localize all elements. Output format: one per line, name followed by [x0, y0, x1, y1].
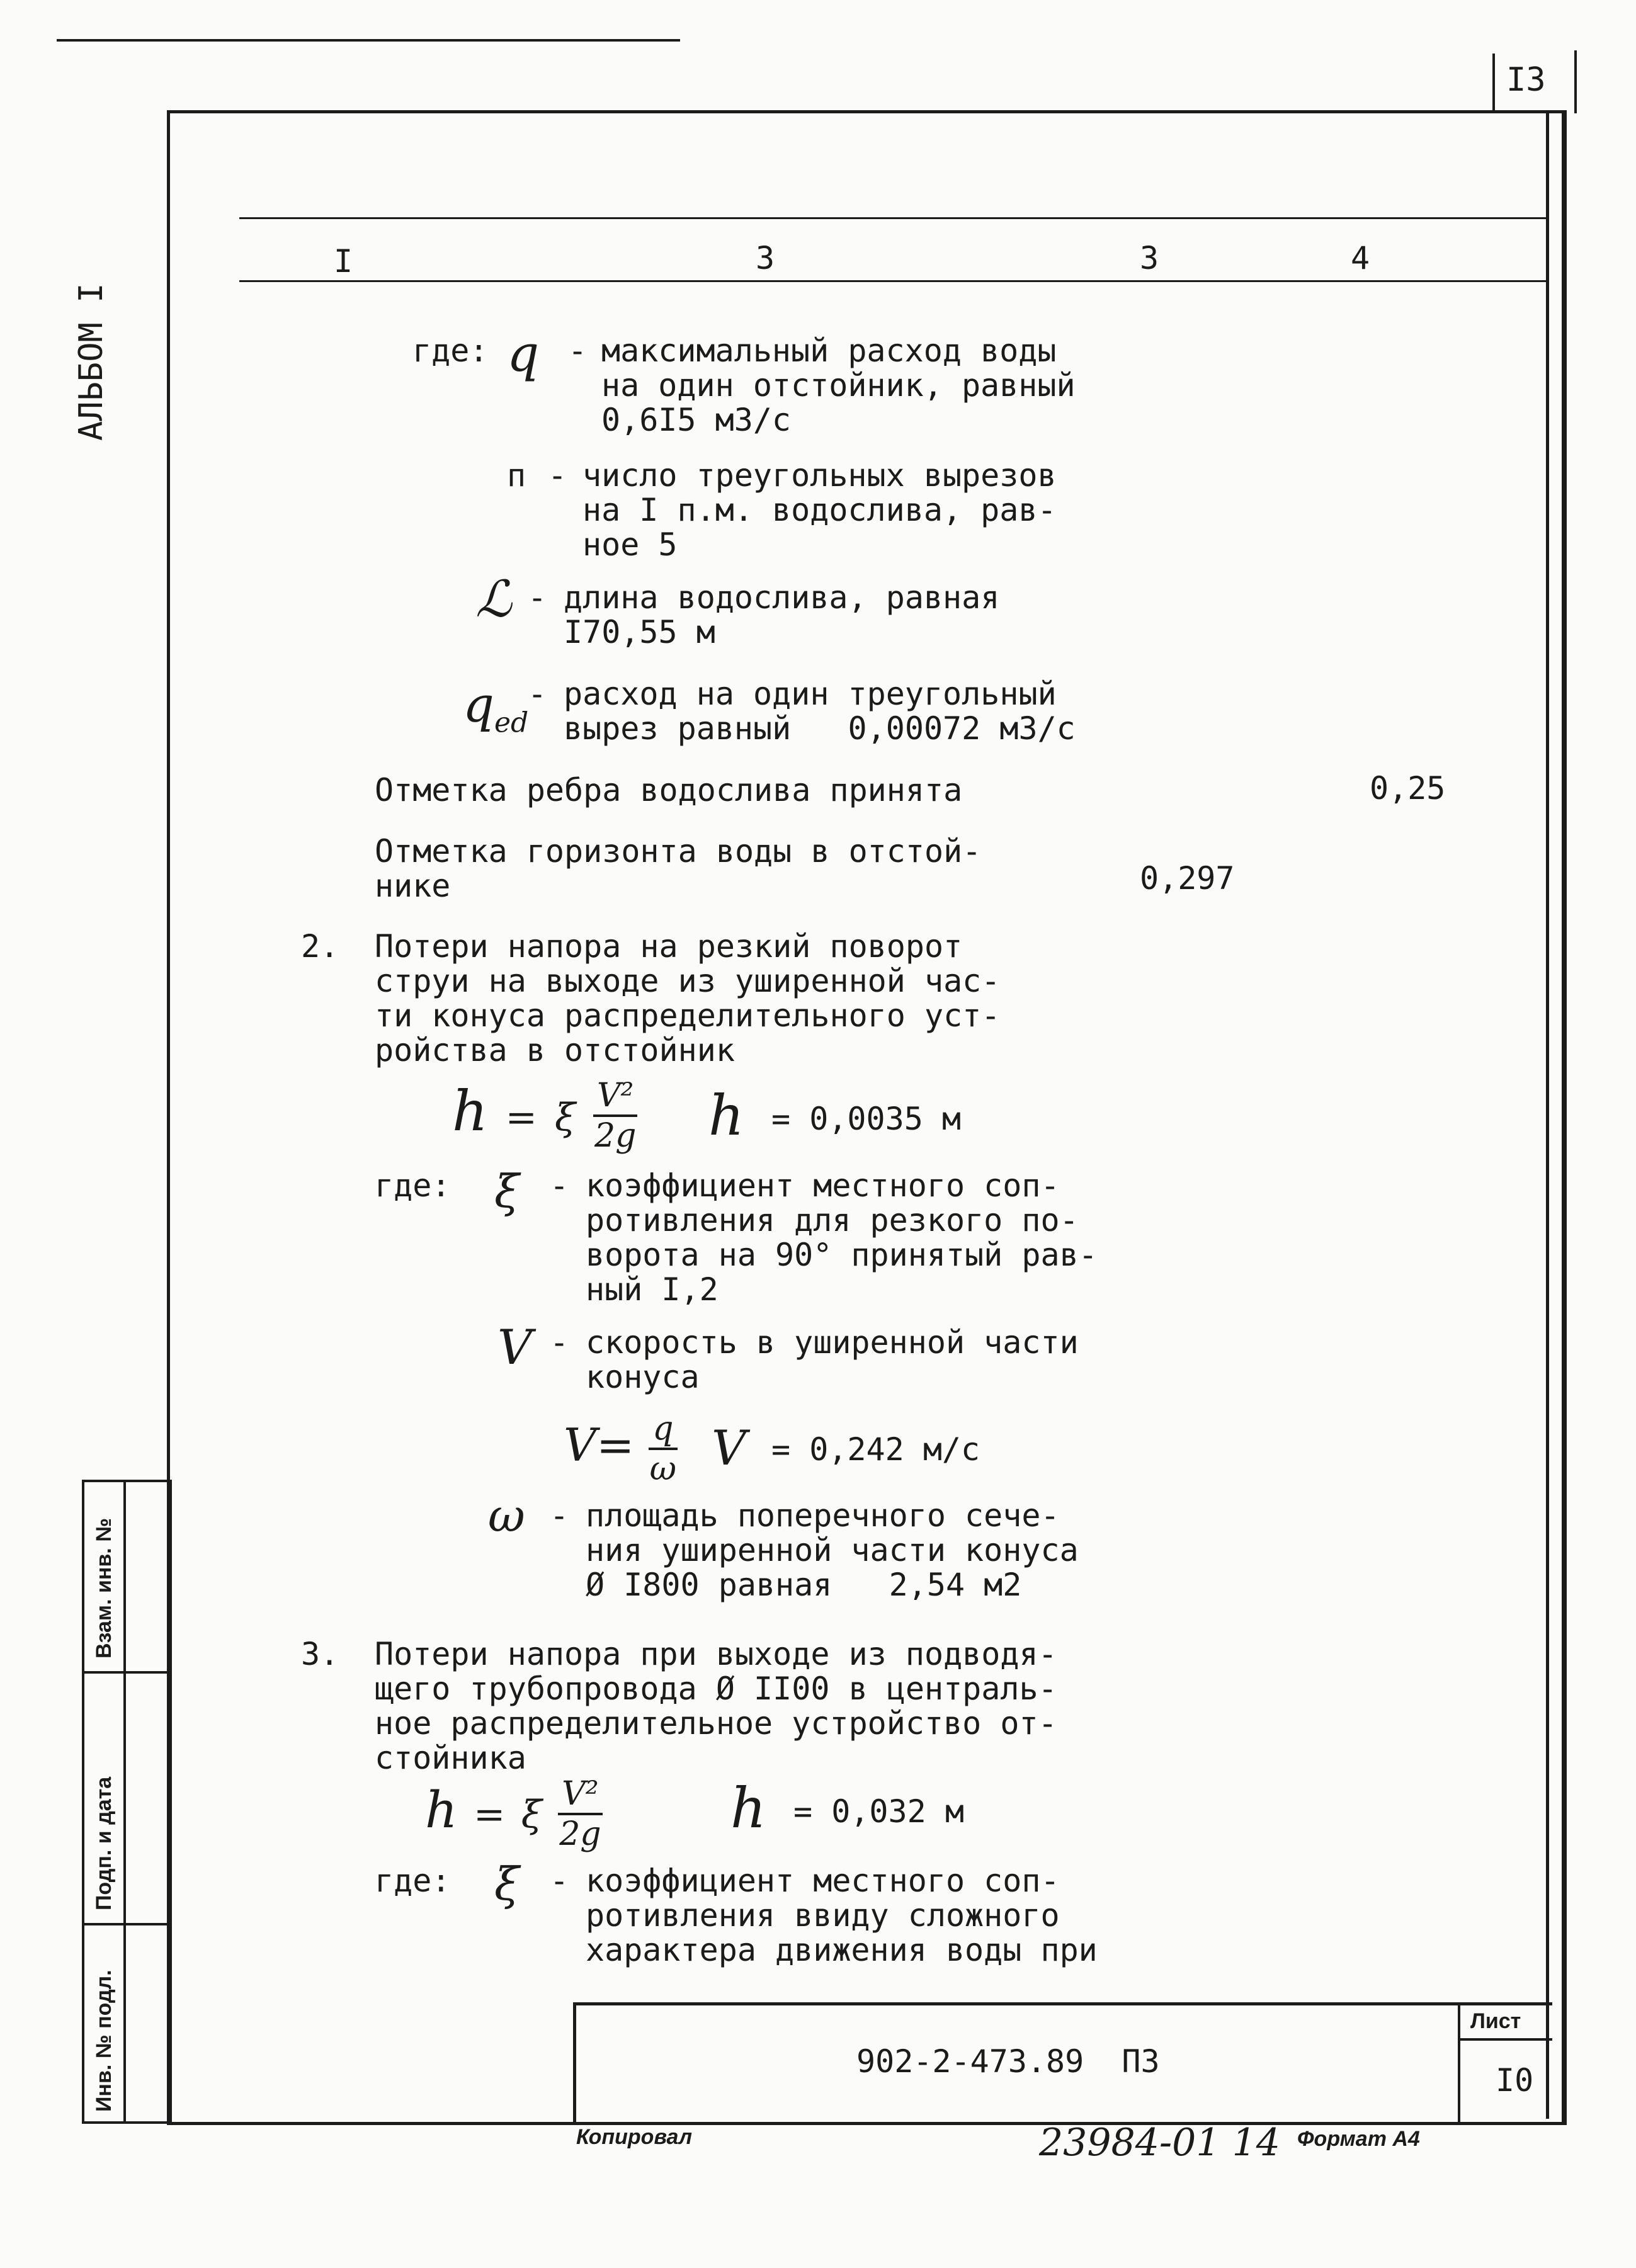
where-label-3: где:: [375, 1863, 451, 1899]
item3-formula-numerator: V²: [558, 1775, 602, 1815]
frame-inner-right: [1546, 110, 1549, 2119]
item3-h-symbol: h: [730, 1776, 766, 1840]
header-bottom-line: [239, 280, 1549, 282]
side-stamp-row-2: [84, 1923, 169, 1925]
dash-q: -: [568, 332, 588, 369]
dash-qed: -: [528, 676, 547, 712]
col-header-1: I: [334, 243, 353, 280]
item3-formula-zeta: ξ: [521, 1793, 542, 1837]
item2-number: 2.: [301, 928, 339, 965]
sheet-label: Лист: [1470, 2009, 1521, 2033]
symbol-q: q: [507, 324, 540, 383]
item2-formula-eq: =: [505, 1096, 537, 1140]
item2-zeta-def: коэффициент местного соп- ротивления для резкого по- ворота на 90° принятый рав- ный I,2: [586, 1167, 1098, 1308]
item2-v-symbol-2: V: [712, 1420, 746, 1476]
footer-order-number: 23984-01 14: [1039, 2121, 1280, 2165]
symbol-qed-sub: ed: [494, 706, 529, 739]
item2-h-value: = 0,0035 м: [771, 1101, 962, 1137]
item2-h-symbol: h: [708, 1083, 744, 1148]
item2-formula-fraction: [593, 1077, 637, 1155]
symbol-qed: [463, 677, 528, 739]
page-number-box-left: [1492, 54, 1495, 110]
symbol-qed-main: q: [463, 677, 494, 734]
item2-v-value: = 0,242 м/с: [771, 1431, 980, 1468]
item3-text: Потери напора при выходе из подводя- щего трубопровода Ø II00 в централь- ное распределительное устройство от- стойника: [375, 1636, 1057, 1776]
def-q: максимальный расход воды на один отстойник, равный 0,6I5 м3/с: [601, 332, 1076, 438]
item2-zeta-symbol: ξ: [494, 1165, 520, 1218]
item2-v-def: скорость в уширенной части конуса: [586, 1324, 1079, 1395]
symbol-L: ℒ: [475, 570, 512, 628]
item3-zeta-def: коэффициент местного соп- ротивления ввиду сложного характера движения воды при: [586, 1863, 1098, 1968]
header-top-line: [239, 217, 1549, 219]
sheet-box-divider: [1458, 2038, 1552, 2041]
item2-omega-dash: -: [550, 1497, 569, 1534]
item3-formula: [425, 1772, 603, 1853]
side-stamp-label-1: Взам. инв. №: [92, 1517, 116, 1658]
sheet-number: I0: [1496, 2062, 1534, 2099]
page-number: I3: [1506, 61, 1546, 99]
col-header-2: 3: [756, 240, 775, 276]
where-label-2: где:: [375, 1167, 451, 1204]
item2-v-formula: [564, 1407, 678, 1488]
footer-copied: Копировал: [576, 2125, 693, 2149]
item3-zeta-dash: -: [550, 1863, 569, 1899]
item3-formula-denominator: 2g: [559, 1815, 601, 1853]
item2-text: Потери напора на резкий поворот струи на выходе из уширенной час- ти конуса распределительного уст- ройства в отстойник: [375, 928, 1001, 1069]
item2-formula: [452, 1074, 637, 1155]
side-stamp-divider: [123, 1482, 126, 2121]
item2-omega-def: площадь поперечного сече- ния уширенной части конуса Ø I800 равная 2,54 м2: [586, 1497, 1079, 1603]
document-code: 902-2-473.89 ПЗ: [856, 2043, 1160, 2080]
footer-format: Формат А4: [1297, 2127, 1420, 2151]
item2-formula-numerator: V²: [593, 1077, 637, 1117]
where-label-1: где:: [412, 332, 489, 369]
item2-v-symbol: V: [497, 1319, 532, 1375]
def-n: число треугольных вырезов на I п.м. водослива, рав- ное 5: [582, 457, 1057, 563]
sheet-box-left: [1458, 2005, 1460, 2122]
def-qed: расход на один треугольный вырез равный 0,00072 м3/с: [564, 676, 1076, 747]
item2-formula-h: h: [452, 1079, 488, 1143]
symbol-n: п: [507, 457, 526, 494]
page-number-box-right: [1574, 50, 1577, 113]
row-horizon-text: Отметка горизонта воды в отстой- нике: [375, 833, 982, 904]
item2-v-formula-lhs: V=: [564, 1419, 635, 1471]
dash-n: -: [548, 457, 567, 494]
item3-formula-h: h: [425, 1781, 458, 1839]
col-header-4: 4: [1351, 240, 1370, 276]
item3-number: 3.: [301, 1636, 339, 1672]
side-stamp-column: [82, 1480, 172, 2124]
side-stamp-row-1: [84, 1671, 169, 1674]
top-line: [57, 39, 680, 42]
item3-zeta-symbol: ξ: [494, 1857, 520, 1910]
title-block: [573, 2002, 1552, 2122]
side-stamp-label-3: Инв. № подл.: [92, 1970, 116, 2112]
item3-formula-fraction: [558, 1775, 602, 1853]
item3-formula-eq: =: [473, 1793, 506, 1837]
item2-v-formula-fraction: [649, 1410, 677, 1488]
row-crest-text: Отметка ребра водослива принята: [375, 772, 963, 808]
item2-formula-zeta: ξ: [554, 1096, 576, 1140]
dash-L: -: [528, 579, 547, 616]
row-horizon-value: 0,297: [1140, 860, 1235, 897]
def-L: длина водослива, равная I70,55 м: [564, 579, 1000, 650]
item2-v-formula-numerator: q: [649, 1410, 677, 1450]
side-stamp-label-2: Подп. и дата: [92, 1776, 116, 1910]
item2-zeta-dash: -: [550, 1167, 569, 1204]
album-label: АЛЬБОМ I: [72, 283, 110, 441]
item3-h-value: = 0,032 м: [793, 1793, 964, 1830]
item2-omega-symbol: ω: [488, 1489, 525, 1542]
item2-v-formula-denominator: ω: [649, 1450, 677, 1488]
item2-formula-denominator: 2g: [594, 1117, 637, 1155]
col-header-3: 3: [1140, 240, 1159, 276]
row-crest-value: 0,25: [1370, 770, 1446, 807]
item2-v-dash: -: [550, 1324, 569, 1361]
